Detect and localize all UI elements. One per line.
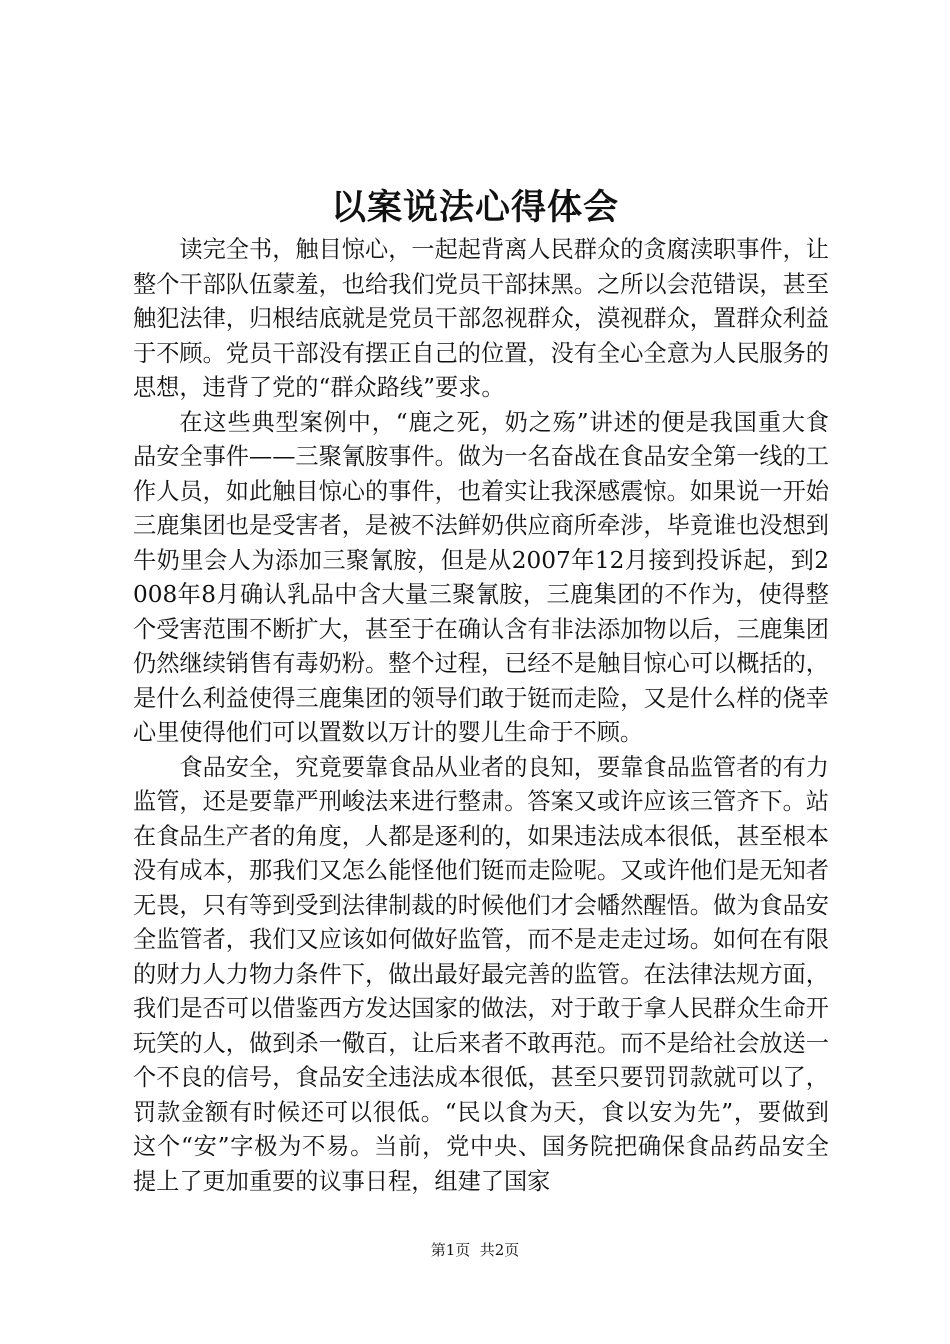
page-title: 以案说法心得体会 — [330, 188, 619, 228]
paragraph-2: 在这些典型案例中，“鹿之死，奶之殇”讲述的便是我国重大食品安全事件——三聚氰胺事件。做为一名奋战在食品安全第一线的工作人员，如此触目惊心的事件，也着实让我深感震惊。如果说一开始三鹿集团也是受害者，是被不法鲜奶供应商所牵涉，毕竟谁也没想到牛奶里会人为添加三聚氰胺，但是从2007年12月接到投诉起，到2008年8月确认乳品中含大量三聚氰胺，三鹿集团的不作为，使得整个受害范围不断扩大，甚至于在确认含有非法添加物以后，三鹿集团仍然继续销售有毒奶粉。整个过程，已经不是触目惊心可以概括的，是什么利益使得三鹿集团的领导们敢于铤而走险，又是什么样的侥幸心里使得他们可以置数以万计的婴儿生命于不顾。 — [133, 408, 829, 746]
paragraph-1: 读完全书，触目惊心，一起起背离人民群众的贪腐渎职事件，让整个干部队伍蒙羞，也给我们党员干部抹黑。之所以会范错误，甚至触犯法律，归根结底就是党员干部忽视群众，漠视群众，置群众利益于不顾。党员干部没有摆正自己的位置，没有全心全意为人民服务的思想，违背了党的“群众路线”要求。 — [133, 236, 829, 401]
paragraph-3: 食品安全，究竟要靠食品从业者的良知，要靠食品监管者的有力监管，还是要靠严刑峻法来进行整肃。答案又或许应该三管齐下。站在食品生产者的角度，人都是逐利的，如果违法成本很低，甚至根本没有成本，那我们又怎么能怪他们铤而走险呢。又或许他们是无知者无畏，只有等到受到法律制裁的时候他们才会幡然醒悟。做为食品安全监管者，我们又应该如何做好监管，而不是走走过场。如何在有限的财力人力物力条件下，做出最好最完善的监管。在法律法规方面，我们是否可以借鉴西方发达国家的做法，对于敢于拿人民群众生命开玩笑的人，做到杀一儆百，让后来者不敢再范。而不是给社会放送一个不良的信号，食品安全违法成本很低，甚至只要罚罚款就可以了，罚款金额有时候还可以很低。“民以食为天，食以安为先”，要做到这个“安”字极为不易。当前，党中央、国务院把确保食品药品安全提上了更加重要的议事日程，组建了国家 — [133, 753, 829, 1195]
document-body — [133, 233, 829, 1199]
page-number-footer: 第1页 共2页 — [430, 1241, 520, 1259]
